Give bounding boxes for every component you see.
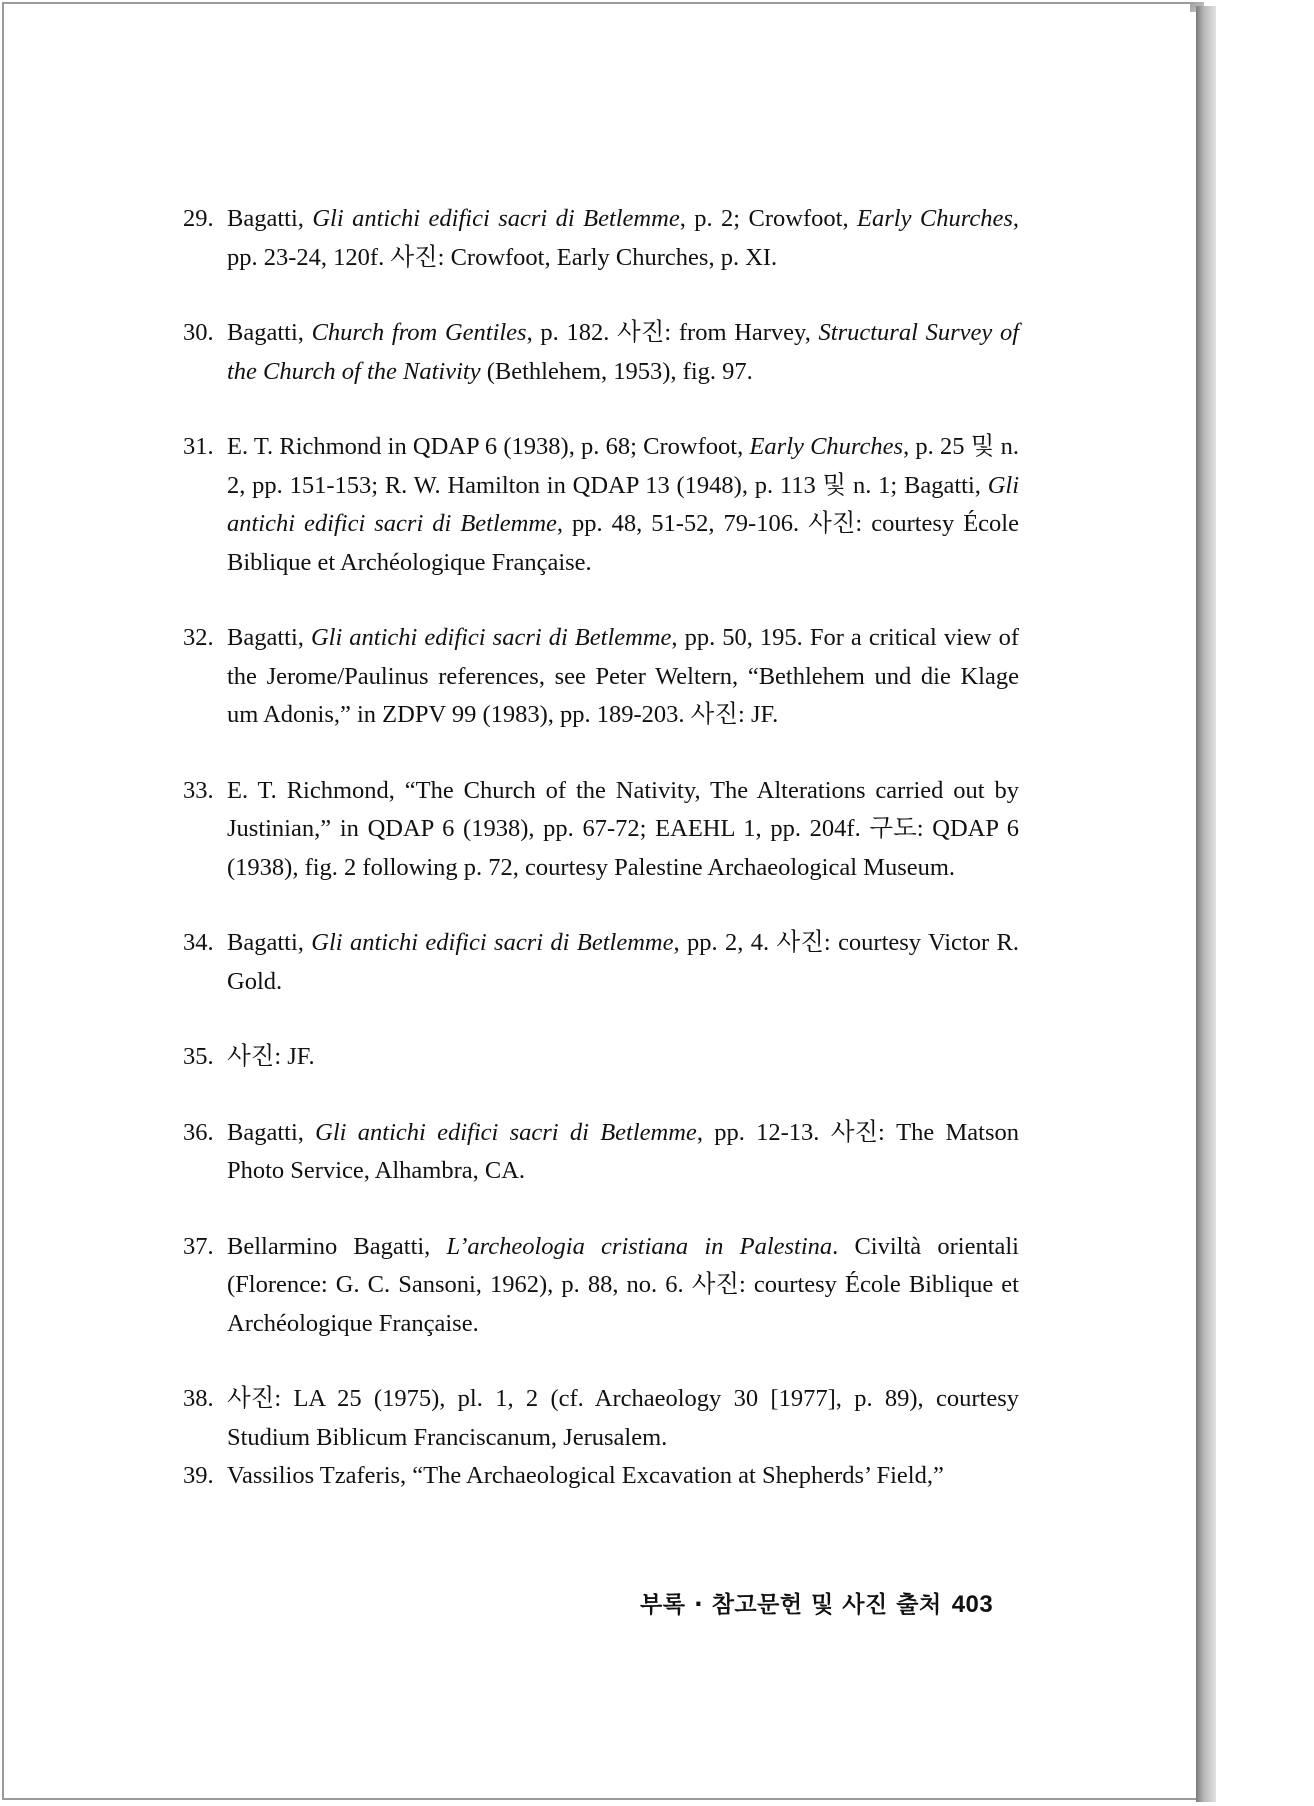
note-text: , p. 25 및 n. 2, pp. 151-153; R. W. Hamilton in QDAP 13 (1948), p. 113 및 n. 1; Bagatti, [227,433,1020,499]
note-text: Bellarmino Bagatti, [227,1232,447,1260]
endnote-30 [183,314,1019,391]
note-text: , p. 182. 사진: from Harvey, [526,319,819,346]
endnote-38 [183,1380,1019,1457]
note-text: , pp. 23-24, 120f. 사진: Crowfoot, Early Churches, p. XI. [227,205,1020,271]
endnote-32 [183,619,1019,735]
endnote-number: 34. [183,929,214,956]
note-text: , pp. 48, 51-52, 79-106. 사진: courtesy École Biblique et Archéologique Française. [227,510,1019,576]
endnote-36 [183,1114,1019,1191]
note-text: 사진: LA 25 (1975), pl. 1, 2 (cf. Archaeology 30 [1977], p. 89), courtesy Studium Biblicum Franciscanum, Jerusalem. [227,1385,1019,1451]
note-title: Gli antichi edifici sacri di Betlemme [312,205,680,232]
endnote-37 [183,1228,1019,1344]
note-text: E. T. Richmond, “The Church of the Nativity, The Alterations carried out by Justinian,” in QDAP 6 (1938), pp. 67-72; EAEHL 1, pp. 204f. 구도: QDAP 6 (1938), fig. 2 following p. 72, courtesy Palestine Archaeological Museum. [227,776,1019,881]
endnote-number: 32. [183,624,214,651]
endnote-number: 31. [183,433,214,460]
note-title: Structural Survey of the Church of the Nativity [227,319,1019,385]
note-text: Vassilios Tzaferis, “The Archaeological Excavation at Shepherds’ Field,” [227,1462,944,1489]
note-text: , pp. 12-13. 사진: The Matson Photo Service, Alhambra, CA. [227,1118,1019,1184]
endnote-number: 37. [183,1232,214,1260]
note-text: Bagatti, [227,929,312,956]
note-title: L’archeologia cristiana in Palestina [446,1232,833,1260]
note-text: Bagatti, [227,624,311,651]
footer-section-title: 부록 · 참고문헌 및 사진 출처 [640,1592,942,1618]
endnote-31 [183,428,1019,582]
note-text: , pp. 50, 195. For a critical view of the Jerome/Paulinus references, see Peter Weltern, “Bethlehem und die Klage um Adonis,” in ZDPV 99 (1983), pp. 189-203. 사진: JF. [227,624,1019,728]
note-text: E. T. Richmond in QDAP 6 (1938), p. 68; Crowfoot, [227,433,750,460]
note-title: Gli antichi edifici sacri di Betlemme [227,471,1019,537]
note-text: Bagatti, [227,1118,316,1146]
endnote-number: 33. [183,776,214,804]
note-text: , p. 2; Crowfoot, [679,205,858,232]
note-text: Bagatti, [227,319,312,346]
note-title: Early Churches [749,433,904,460]
note-text: 사진: JF. [227,1043,315,1070]
note-title: Gli antichi edifici sacri di Betlemme [311,929,674,956]
endnote-number: 39. [183,1462,214,1489]
running-footer [640,1586,1000,1619]
page-number: 403 [951,1591,994,1618]
note-title: Gli antichi edifici sacri di Betlemme [315,1118,697,1146]
note-text: . Civiltà orientali (Florence: G. C. Sansoni, 1962), p. 88, no. 6. 사진: courtesy École Biblique et Archéologique Française. [227,1232,1019,1337]
endnotes-list [183,200,1019,1496]
note-text: Bagatti, [227,205,313,232]
note-text: (Bethlehem, 1953), fig. 97. [480,357,753,385]
note-title: Church from Gentiles [311,319,527,346]
endnote-34 [183,924,1019,1001]
endnote-29 [183,200,1019,277]
endnote-number: 30. [183,319,214,346]
endnote-35 [183,1038,1019,1077]
endnote-number: 35. [183,1043,214,1070]
endnote-number: 38. [183,1385,214,1412]
endnote-number: 36. [183,1118,214,1146]
endnote-number: 29. [183,205,214,232]
note-title: Gli antichi edifici sacri di Betlemme [310,624,672,651]
note-text: , pp. 2, 4. 사진: courtesy Victor R. Gold. [227,929,1019,995]
endnote-33 [183,772,1019,888]
page-edge-shadow [1196,6,1216,1802]
endnote-39 [183,1457,1019,1496]
note-title: Early Churches [857,205,1013,232]
